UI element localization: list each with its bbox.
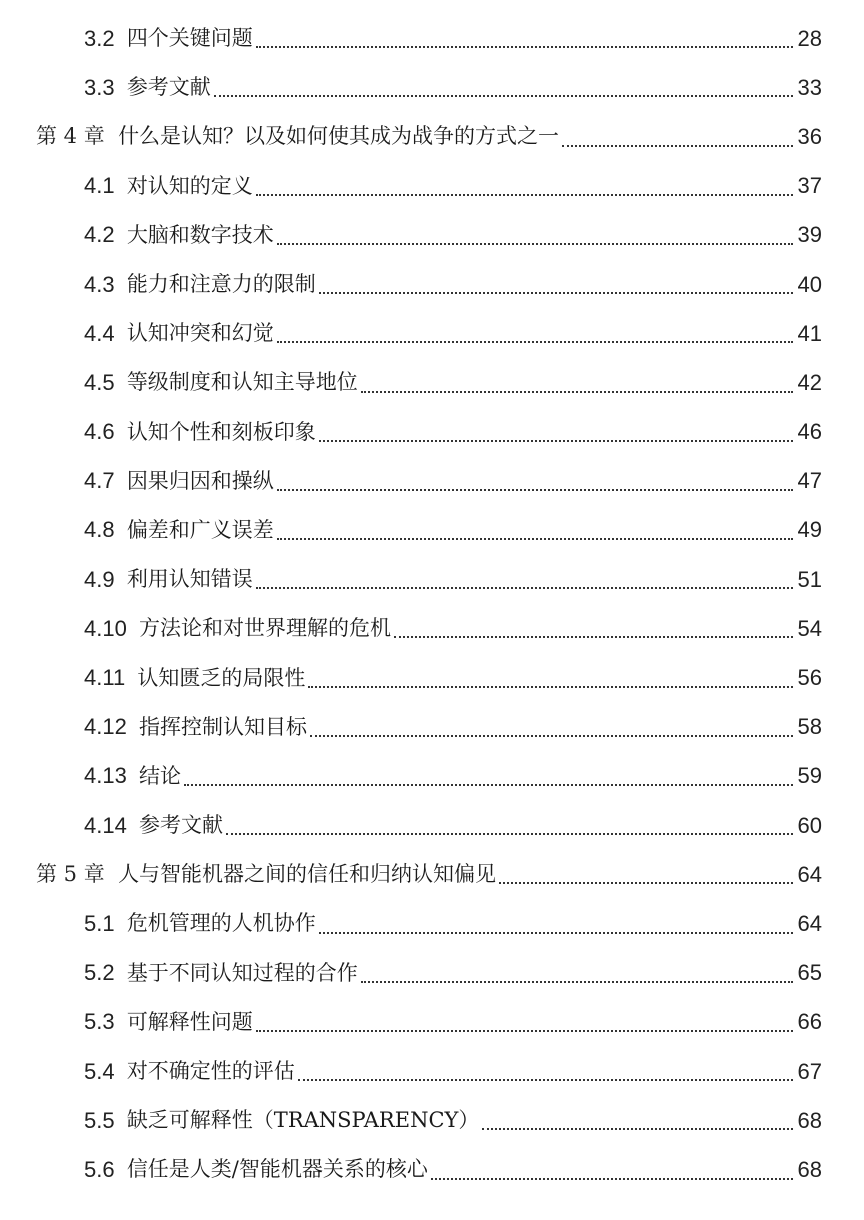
toc-entry-title: 认知冲突和幻觉 [126, 321, 274, 346]
toc-entry-number: 4.3 [84, 271, 127, 297]
dot-leader [256, 587, 793, 589]
toc-entry-page-number: 37 [797, 173, 822, 199]
dot-leader [394, 636, 793, 638]
toc-entry-page-number: 66 [797, 1009, 822, 1035]
dot-leader [482, 1128, 793, 1130]
toc-entry-number: 5.1 [84, 910, 127, 936]
dot-leader [256, 1030, 793, 1032]
toc-entry-title: 参考文献 [126, 75, 211, 100]
toc-entry-title: 利用认知错误 [126, 567, 253, 592]
toc-section-entry[interactable] [0, 998, 864, 1047]
toc-entry-title: 结论 [139, 763, 182, 788]
toc-entry-title: 基于不同认知过程的合作 [126, 960, 358, 985]
dot-leader [277, 489, 793, 491]
toc-entry-number: 4.6 [84, 419, 127, 445]
toc-section-entry[interactable] [0, 703, 864, 752]
toc-entry-title: 因果归因和操纵 [126, 468, 274, 493]
dot-leader [361, 391, 793, 393]
table-of-contents [0, 14, 864, 1195]
toc-entry-page-number: 46 [797, 419, 822, 445]
toc-entry-page-number: 41 [797, 320, 822, 346]
toc-section-entry[interactable] [0, 14, 864, 63]
dot-leader [361, 981, 793, 983]
toc-section-entry[interactable] [0, 752, 864, 801]
toc-section-entry[interactable] [0, 408, 864, 457]
toc-entry-page-number: 40 [797, 271, 822, 297]
toc-entry-title: 大脑和数字技术 [126, 222, 274, 247]
dot-leader [319, 440, 793, 442]
toc-section-entry[interactable] [0, 949, 864, 998]
dot-leader [226, 833, 793, 835]
dot-leader [310, 735, 793, 737]
dot-leader [308, 686, 793, 688]
toc-entry-number: 4.13 [84, 763, 140, 789]
toc-entry-page-number: 39 [797, 222, 822, 248]
toc-entry-title: 偏差和广义误差 [126, 517, 274, 542]
toc-entry-number: 4.10 [84, 615, 140, 641]
toc-entry-title: 指挥控制认知目标 [139, 714, 308, 739]
toc-entry-number: 第 5 章 [36, 862, 119, 887]
toc-entry-title: 对认知的定义 [126, 173, 253, 198]
toc-entry-page-number: 60 [797, 812, 822, 838]
toc-section-entry[interactable] [0, 1047, 864, 1096]
toc-entry-title: 可解释性问题 [126, 1009, 253, 1034]
toc-entry-title: 四个关键问题 [126, 26, 253, 51]
toc-entry-number: 4.5 [84, 369, 127, 395]
toc-section-entry[interactable] [0, 506, 864, 555]
toc-section-entry[interactable] [0, 211, 864, 260]
toc-entry-number: 4.12 [84, 714, 140, 740]
toc-section-entry[interactable] [0, 358, 864, 407]
toc-entry-page-number: 51 [797, 566, 822, 592]
toc-entry-page-number: 64 [797, 910, 822, 936]
dot-leader [499, 882, 793, 884]
toc-entry-page-number: 28 [797, 25, 822, 51]
dot-leader [256, 194, 793, 196]
toc-section-entry[interactable] [0, 801, 864, 850]
toc-entry-page-number: 56 [797, 665, 822, 691]
toc-section-entry[interactable] [0, 1145, 864, 1194]
toc-entry-title: 能力和注意力的限制 [126, 272, 316, 297]
toc-entry-title: 危机管理的人机协作 [126, 911, 316, 936]
toc-section-entry[interactable] [0, 899, 864, 948]
toc-entry-title: 认知个性和刻板印象 [126, 419, 316, 444]
dot-leader [277, 538, 793, 540]
dot-leader [214, 95, 793, 97]
toc-entry-number: 5.5 [84, 1107, 127, 1133]
toc-entry-title: 对不确定性的评估 [126, 1059, 295, 1084]
dot-leader [431, 1178, 793, 1180]
toc-entry-page-number: 33 [797, 74, 822, 100]
toc-entry-page-number: 47 [797, 468, 822, 494]
toc-chapter-entry[interactable] [0, 112, 864, 161]
toc-section-entry[interactable] [0, 653, 864, 702]
dot-leader [277, 341, 793, 343]
dot-leader [319, 932, 793, 934]
toc-entry-page-number: 68 [797, 1156, 822, 1182]
toc-entry-number: 4.2 [84, 222, 127, 248]
toc-entry-number: 第 4 章 [36, 124, 119, 149]
toc-entry-title: 认知匮乏的局限性 [137, 665, 306, 690]
toc-entry-number: 4.14 [84, 812, 140, 838]
toc-section-entry[interactable] [0, 457, 864, 506]
toc-entry-title: 缺乏可解释性（TRANSPARENCY） [126, 1108, 480, 1133]
toc-entry-number: 4.8 [84, 517, 127, 543]
toc-entry-number: 5.2 [84, 960, 127, 986]
toc-entry-number: 4.7 [84, 468, 127, 494]
toc-section-entry[interactable] [0, 260, 864, 309]
toc-entry-number: 4.1 [84, 173, 127, 199]
toc-entry-page-number: 54 [797, 615, 822, 641]
toc-entry-number: 5.6 [84, 1156, 127, 1182]
toc-entry-title: 方法论和对世界理解的危机 [139, 616, 392, 641]
toc-section-entry[interactable] [0, 604, 864, 653]
dot-leader [298, 1079, 793, 1081]
toc-entry-page-number: 58 [797, 714, 822, 740]
toc-entry-title: 什么是认知？以及如何使其成为战争的方式之一 [118, 124, 560, 149]
toc-entry-page-number: 68 [797, 1107, 822, 1133]
toc-entry-page-number: 49 [797, 517, 822, 543]
toc-entry-title: 人与智能机器之间的信任和归纳认知偏见 [118, 862, 497, 887]
toc-entry-number: 4.11 [84, 665, 138, 691]
toc-entry-page-number: 42 [797, 369, 822, 395]
dot-leader [277, 243, 793, 245]
toc-section-entry[interactable] [0, 162, 864, 211]
toc-chapter-entry[interactable] [0, 850, 864, 899]
toc-section-entry[interactable] [0, 309, 864, 358]
toc-entry-page-number: 36 [797, 123, 822, 149]
toc-entry-title: 参考文献 [139, 813, 224, 838]
dot-leader [256, 46, 793, 48]
toc-entry-number: 3.2 [84, 25, 127, 51]
toc-entry-number: 3.3 [84, 74, 127, 100]
toc-entry-number: 4.9 [84, 566, 127, 592]
toc-entry-page-number: 65 [797, 960, 822, 986]
dot-leader [184, 784, 793, 786]
toc-section-entry[interactable] [0, 1096, 864, 1145]
toc-entry-number: 4.4 [84, 320, 127, 346]
toc-section-entry[interactable] [0, 63, 864, 112]
dot-leader [319, 292, 793, 294]
dot-leader [562, 145, 793, 147]
toc-entry-page-number: 59 [797, 763, 822, 789]
toc-entry-page-number: 64 [797, 861, 822, 887]
toc-section-entry[interactable] [0, 555, 864, 604]
toc-entry-page-number: 67 [797, 1058, 822, 1084]
toc-entry-title: 信任是人类/智能机器关系的核心 [126, 1157, 428, 1182]
toc-entry-number: 5.3 [84, 1009, 127, 1035]
toc-entry-number: 5.4 [84, 1058, 127, 1084]
toc-entry-title: 等级制度和认知主导地位 [126, 370, 358, 395]
